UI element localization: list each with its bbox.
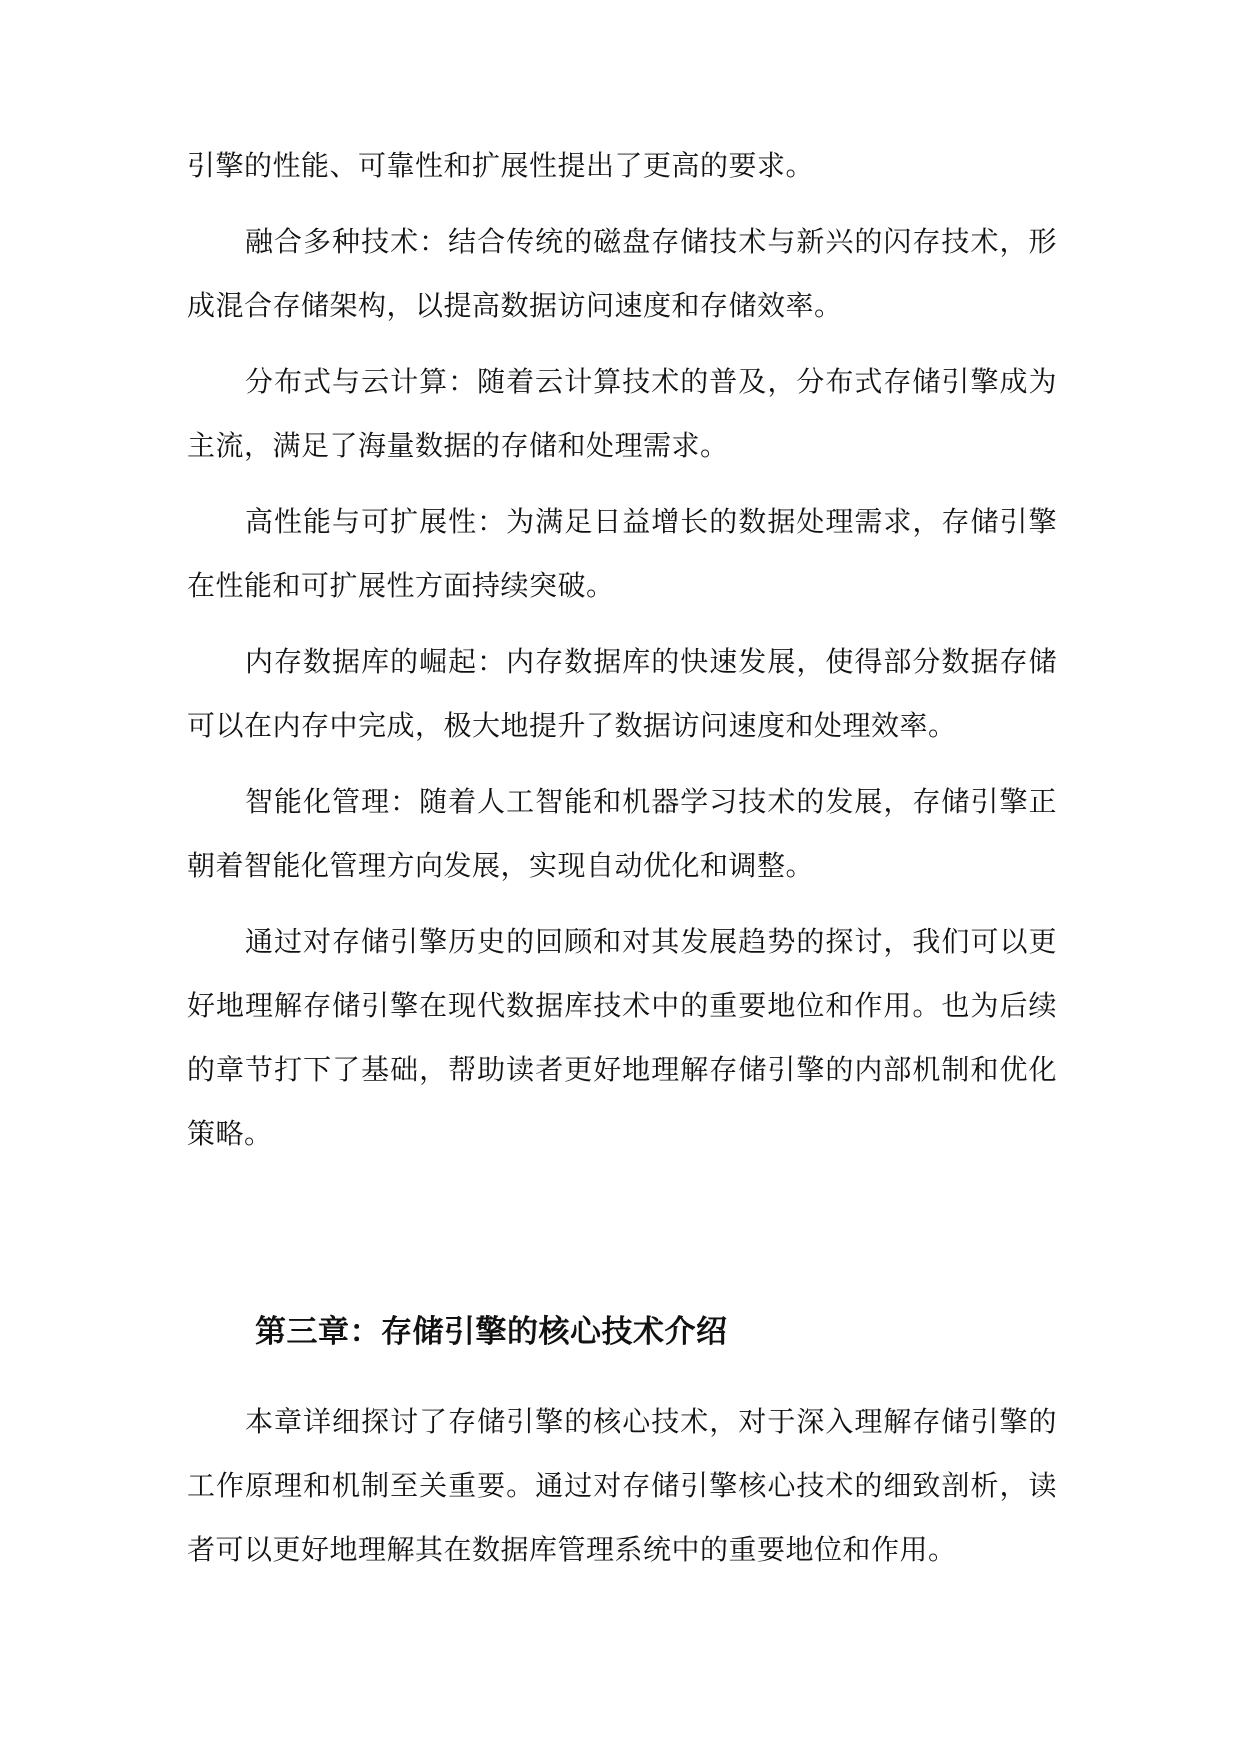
paragraph-in-memory-db: 内存数据库的崛起：内存数据库的快速发展，使得部分数据存储可以在内存中完成，极大地提升了数据访问速度和处理效率。 (187, 645, 1057, 742)
chapter-heading: 第三章：存储引擎的核心技术介绍 (255, 1314, 728, 1350)
paragraph-hybrid-storage: 融合多种技术：结合传统的磁盘存储技术与新兴的闪存技术，形成混合存储架构，以提高数据访问速度和存储效率。 (187, 225, 1057, 322)
chapter-intro-paragraph: 本章详细探讨了存储引擎的核心技术，对于深入理解存储引擎的工作原理和机制至关重要。通过对存储引擎核心技术的细致剖析，读者可以更好地理解其在数据库管理系统中的重要地位和作用。 (187, 1405, 1057, 1566)
chapter-intro-block (187, 1390, 1057, 1594)
paragraph-distributed-cloud: 分布式与云计算：随着云计算技术的普及，分布式存储引擎成为主流，满足了海量数据的存储和处理需求。 (187, 365, 1057, 462)
paragraph-performance-scalability: 高性能与可扩展性：为满足日益增长的数据处理需求，存储引擎在性能和可扩展性方面持续突破。 (187, 505, 1057, 602)
paragraph-summary: 通过对存储引擎历史的回顾和对其发展趋势的探讨，我们可以更好地理解存储引擎在现代数据库技术中的重要地位和作用。也为后续的章节打下了基础，帮助读者更好地理解存储引擎的内部机制和优化策略。 (187, 925, 1057, 1150)
paragraph-continuation: 引擎的性能、可靠性和扩展性提出了更高的要求。 (187, 149, 815, 182)
paragraph-intelligent-management: 智能化管理：随着人工智能和机器学习技术的发展，存储引擎正朝着智能化管理方向发展，实现自动优化和调整。 (187, 785, 1057, 882)
body-text (187, 134, 1057, 1178)
